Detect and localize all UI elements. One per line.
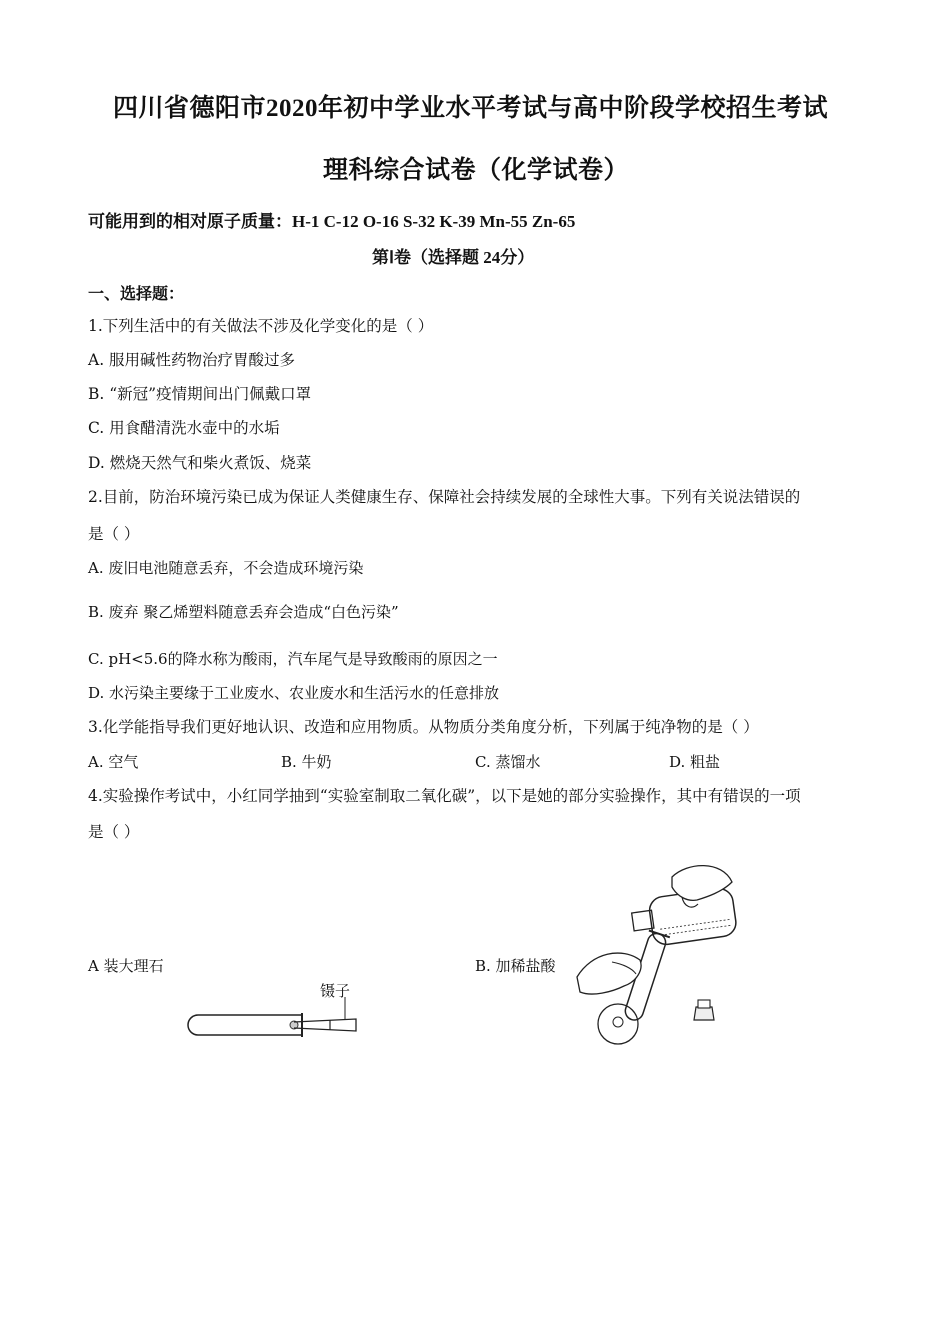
- exam-subtitle: 理科综合试卷（化学试卷）: [323, 157, 630, 184]
- question-2-stem: 2.目前，防治环境污染已成为保证人类健康生存、保障社会持续发展的全球性大事。下列有关说法错误的: [88, 488, 801, 506]
- question-1-option-a: A. 服用碱性药物治疗胃酸过多: [88, 351, 296, 369]
- pouring-acid-figure: [572, 852, 752, 1052]
- question-3-option-c: C. 蒸馏水: [475, 753, 541, 771]
- question-3-stem: 3.化学能指导我们更好地认识、改造和应用物质。从物质分类角度分析，下列属于纯净物的是（ ）: [88, 718, 759, 736]
- question-4-stem-cont: 是（ ）: [88, 823, 140, 841]
- section-heading: 一、选择题：: [88, 284, 185, 303]
- question-3-option-a: A. 空气: [88, 753, 139, 771]
- exam-title: 四川省德阳市2020年初中学业水平考试与高中阶段学校招生考试: [113, 95, 829, 122]
- question-2-option-d: D. 水污染主要缘于工业废水、农业废水和生活污水的任意排放: [88, 684, 500, 702]
- question-1-option-c: C. 用食醋清洗水壶中的水垢: [88, 419, 280, 437]
- question-3-option-d: D. 粗盐: [669, 753, 721, 771]
- part-title: 第Ⅰ卷（选择题 24分）: [372, 248, 535, 267]
- question-2-option-a: A. 废旧电池随意丢弃，不会造成环境污染: [88, 559, 364, 577]
- question-4-stem: 4.实验操作考试中，小红同学抽到“实验室制取二氧化碳”，以下是她的部分实验操作，其中有错误的一项: [88, 787, 801, 805]
- question-4-option-a: A 装大理石: [88, 957, 164, 975]
- question-1-stem: 1.下列生活中的有关做法不涉及化学变化的是（ ）: [88, 317, 434, 335]
- question-4-option-b: B. 加稀盐酸: [475, 957, 556, 975]
- question-1-option-b: B. “新冠”疫情期间出门佩戴口罩: [88, 385, 312, 403]
- question-2-option-b: B. 废弃 聚乙烯塑料随意丢弃会造成“白色污染”: [88, 603, 399, 621]
- question-3-option-b: B. 牛奶: [281, 753, 332, 771]
- question-2-stem-cont: 是（ ）: [88, 525, 140, 543]
- question-2-option-c: C. pH<5.6的降水称为酸雨，汽车尾气是导致酸雨的原因之一: [88, 650, 498, 668]
- tweezers-label: 镊子: [320, 982, 351, 1000]
- atomic-masses: 可能用到的相对原子质量：H-1 C-12 O-16 S-32 K-39 Mn-55 Zn-65: [88, 212, 576, 231]
- question-1-option-d: D. 燃烧天然气和柴火煮饭、烧菜: [88, 454, 312, 472]
